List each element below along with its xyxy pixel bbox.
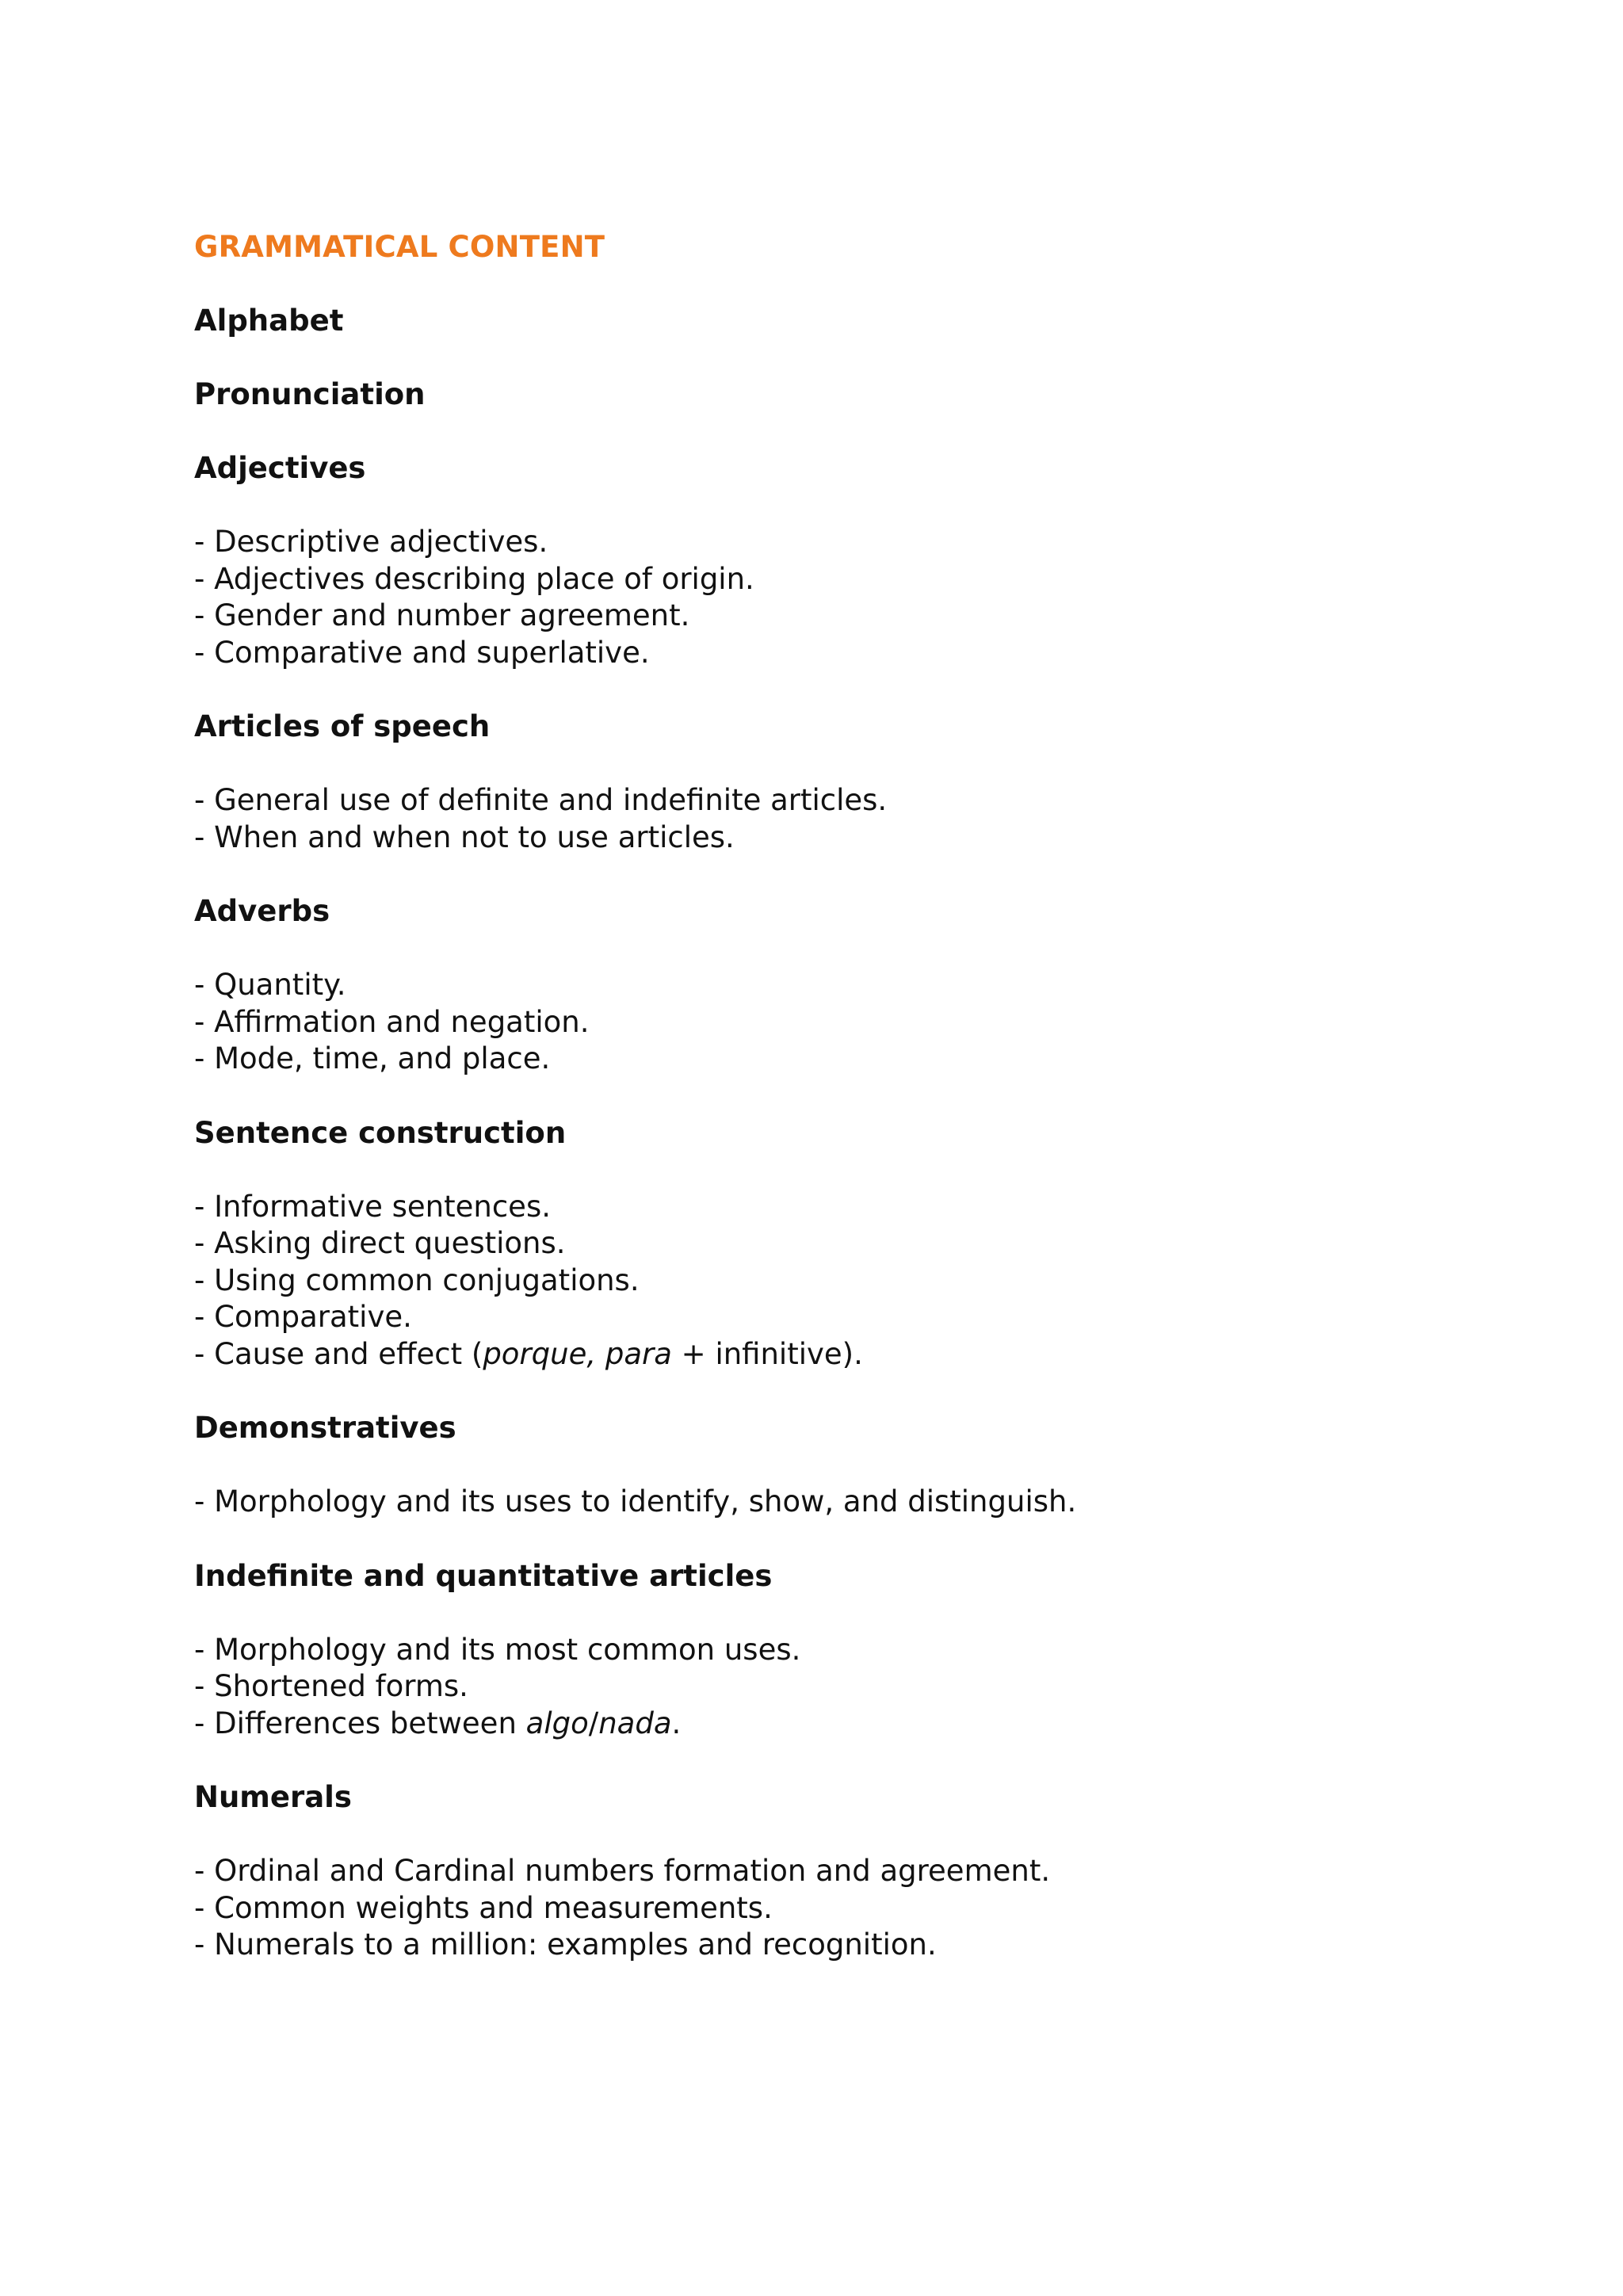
section-heading: Demonstratives [194, 1411, 456, 1445]
list-item-text: - When and when not to use articles. [194, 819, 735, 854]
list-item [194, 1225, 1541, 1263]
section-list [194, 524, 1541, 671]
list-item-text: - Gender and number agreement. [194, 598, 690, 632]
list-item-text: - Cause and effect ( [194, 1336, 483, 1371]
section-heading: Adverbs [194, 894, 330, 928]
list-item-italic-text: algo [525, 1706, 589, 1740]
list-item [194, 1263, 1541, 1300]
section-heading: Indefinite and quantitative articles [194, 1558, 773, 1593]
list-item-text: + infinitive). [671, 1336, 863, 1371]
list-item [194, 598, 1541, 635]
list-item [194, 1041, 1541, 1078]
document-content [194, 229, 1541, 2001]
section-heading: Alphabet [194, 304, 344, 338]
list-item-italic-text: nada [598, 1706, 672, 1740]
list-item [194, 561, 1541, 598]
list-item-text: - Comparative and superlative. [194, 635, 650, 670]
list-item-text: - Numerals to a million: examples and recognition. [194, 1927, 937, 1962]
section-list [194, 967, 1541, 1078]
list-item-text: - Morphology and its most common uses. [194, 1632, 801, 1667]
list-item [194, 1299, 1541, 1336]
section-list [194, 782, 1541, 856]
list-item [194, 1853, 1541, 1890]
list-item [194, 1484, 1541, 1521]
list-item-text: - Adjectives describing place of origin. [194, 561, 754, 596]
section-heading: Numerals [194, 1780, 352, 1814]
list-item-text: - Quantity. [194, 968, 346, 1002]
sections-container [194, 303, 1541, 1964]
list-item [194, 819, 1541, 857]
list-item [194, 1706, 1541, 1743]
list-item [194, 1890, 1541, 1927]
list-item-text: / [588, 1706, 599, 1740]
list-item [194, 1189, 1541, 1226]
list-item-text: - Ordinal and Cardinal numbers formation and agreement. [194, 1854, 1051, 1888]
document-title: GRAMMATICAL CONTENT [194, 230, 605, 264]
list-item-text: - Comparative. [194, 1300, 412, 1334]
list-item [194, 1336, 1541, 1373]
section-list [194, 1484, 1541, 1521]
list-item [194, 524, 1541, 561]
list-item [194, 1004, 1541, 1041]
list-item-text: - Common weights and measurements. [194, 1890, 773, 1925]
list-item-text: - Using common conjugations. [194, 1263, 640, 1297]
list-item [194, 782, 1541, 819]
list-item [194, 1632, 1541, 1669]
list-item-text: - General use of definite and indefinite articles. [194, 783, 888, 817]
list-item-text: - Asking direct questions. [194, 1226, 566, 1260]
list-item [194, 635, 1541, 672]
section-list [194, 1632, 1541, 1743]
section-heading: Articles of speech [194, 709, 491, 743]
list-item [194, 1927, 1541, 1964]
section-list [194, 1189, 1541, 1373]
section-heading: Adjectives [194, 451, 366, 485]
list-item-text: - Affirmation and negation. [194, 1004, 590, 1039]
list-item [194, 1668, 1541, 1706]
list-item-text: - Shortened forms. [194, 1669, 468, 1703]
section-heading: Pronunciation [194, 377, 426, 411]
section-heading: Sentence construction [194, 1115, 567, 1150]
list-item-text: - Differences between [194, 1706, 526, 1740]
list-item-text: - Informative sentences. [194, 1189, 551, 1224]
list-item [194, 967, 1541, 1004]
section-list [194, 1853, 1541, 1964]
list-item-text: - Mode, time, and place. [194, 1041, 551, 1075]
list-item-text: . [671, 1706, 682, 1740]
list-item-text: - Descriptive adjectives. [194, 525, 548, 559]
list-item-italic-text: porque, para [483, 1336, 672, 1371]
list-item-text: - Morphology and its uses to identify, show, and distinguish. [194, 1484, 1077, 1519]
